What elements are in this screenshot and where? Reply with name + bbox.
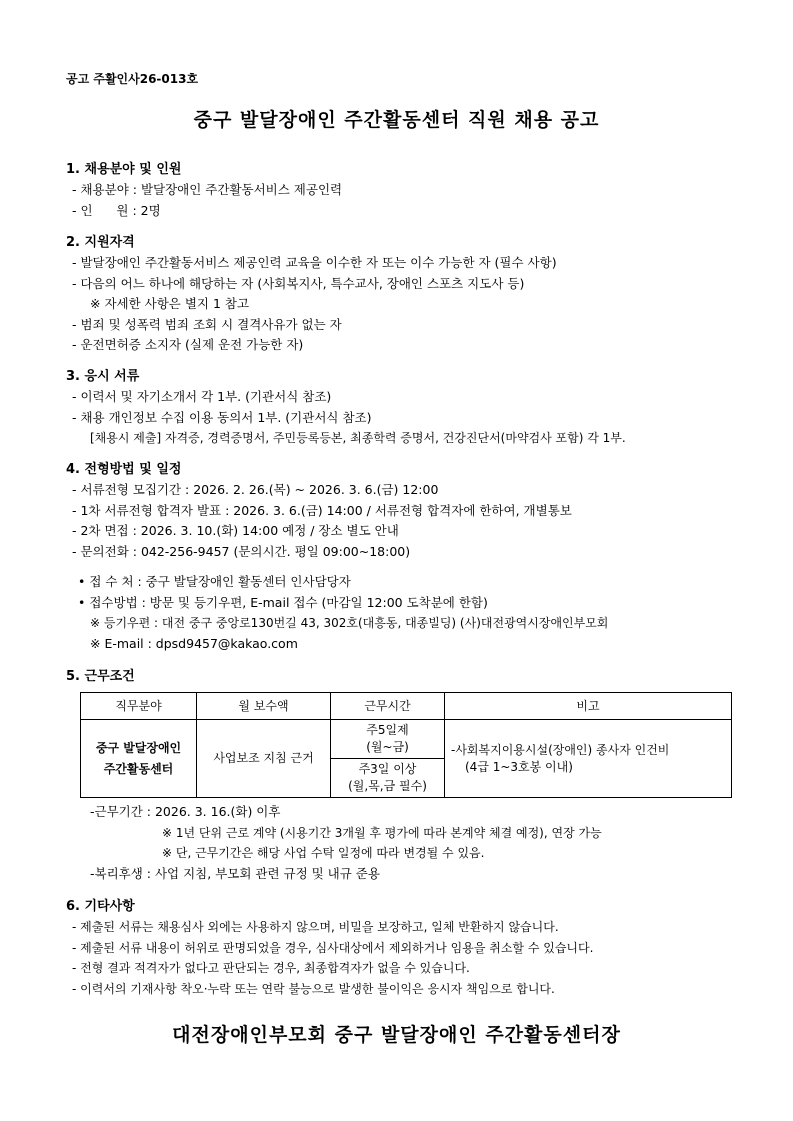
text-line: - 채용 개인정보 수집 이용 동의서 1부. (기관서식 참조) [72,409,372,425]
text-line: - 인 원 : 2명 [72,202,161,218]
hours-line: 주3일 이상 [358,762,417,776]
job-field-line: 중구 발달장애인 [95,740,182,755]
text-line: - 1차 서류전형 합격자 발표 : 2026. 3. 6.(금) 14:00 / 서류전형 합격자에 한하여, 개별통보 [72,502,572,518]
bullet-line: • 접 수 처 : 중구 발달장애인 활동센터 인사담당자 [78,574,351,589]
note-line: ※ 1년 단위 근로 계약 (시용기간 3개월 후 평가에 따라 본계약 체결 예정), 연장 가능 [162,825,602,840]
section-schedule [66,460,746,654]
text-line: - 제출된 서류 내용이 허위로 판명되었을 경우, 심사대상에서 제외하거나 임용을 취소할 수 있습니다. [72,940,594,955]
text-line: -복리후생 : 사업 지침, 부모회 관련 규정 및 내규 준용 [90,865,380,881]
table-header: 비고 [445,693,732,720]
section-heading: 5. 근무조건 [66,669,135,684]
table-header: 월 보수액 [197,693,331,720]
text-line: - 문의전화 : 042-256-9457 (문의시간. 평일 09:00~18:00) [72,543,411,559]
section-misc [66,897,746,999]
table-header: 직무분야 [81,693,197,720]
table-header: 근무시간 [331,693,445,720]
hours-cell [331,720,445,759]
note-line: [채용시 제출] 자격증, 경력증명서, 주민등록등본, 최종학력 증명서, 건강진단서(마약검사 포함) 각 1부. [90,431,626,445]
section-conditions-notes [66,802,746,884]
hours-line: 주5일제 [366,723,409,737]
text-line: - 전형 결과 적격자가 없다고 판단되는 경우, 최종합격자가 없을 수 있습니다. [72,961,470,975]
section-conditions [66,667,746,687]
text-line: - 채용분야 : 발달장애인 주간활동서비스 제공인력 [72,182,343,197]
note-line: (4급 1~3호봉 이내) [465,759,573,774]
text-line: - 운전면허증 소지자 (실제 운전 가능한 자) [72,337,304,352]
note-cell [445,720,732,798]
note-line: ※ 등기우편 : 대전 중구 중앙로130번길 43, 302호(대흥동, 대종빌딩) (사)대전광역시장애인부모회 [90,616,609,630]
note-line: ※ E-mail : dpsd9457@kakao.com [90,635,298,651]
table-header-row [81,693,732,720]
text-line: - 제출된 서류는 채용심사 외에는 사용하지 않으며, 비밀을 보장하고, 일체 반환하지 않습니다. [72,920,559,934]
text-line: - 서류전형 모집기간 : 2026. 2. 26.(목) ~ 2026. 3. 6.(금) 12:00 [72,482,439,497]
pay-cell: 사업보조 지침 근거 [197,720,331,798]
text-line: - 발달장애인 주간활동서비스 제공인력 교육을 이수한 자 또는 이수 가능한 자 (필수 사항) [72,255,557,270]
section-heading: 6. 기타사항 [66,899,135,914]
page-title: 중구 발달장애인 주간활동센터 직원 채용 공고 [193,109,600,131]
table-row [81,720,732,759]
text-line: - 이력서의 기재사항 착오·누락 또는 연락 불능으로 발생한 불이익은 응시자 책임으로 합니다. [72,981,555,996]
text-line: - 다음의 어느 하나에 해당하는 자 (사회복지사, 특수교사, 장애인 스포츠 지도사 등) [72,275,525,291]
job-field-cell [81,720,197,798]
note-line: ※ 자세한 사항은 별지 1 참고 [90,296,250,311]
work-conditions-table [80,692,732,798]
hours-cell [331,759,445,798]
section-qualifications [66,233,746,356]
section-recruitment [66,160,746,221]
note-line: ※ 단, 근무기간은 해당 사업 수탁 일정에 따라 변경될 수 있음. [162,846,485,860]
section-heading: 1. 채용분야 및 인원 [66,162,182,177]
text-line: -근무기간 : 2026. 3. 16.(화) 이후 [90,804,281,819]
notice-number: 공고 주활인사26-013호 [66,72,199,86]
section-heading: 2. 지원자격 [66,235,135,250]
text-line: - 2차 면접 : 2026. 3. 10.(화) 14:00 예정 / 장소 별도 안내 [72,523,399,538]
note-line: -사회복지이용시설(장애인) 종사자 인건비 [451,742,670,757]
job-field-line: 주간활동센터 [103,761,174,776]
text-line: - 이력서 및 자기소개서 각 1부. (기관서식 참조) [72,389,332,404]
hours-line: (월,목,금 필수) [348,779,427,793]
section-heading: 4. 전형방법 및 일정 [66,462,182,477]
text-line: - 범죄 및 성폭력 범죄 조회 시 결격사유가 없는 자 [72,316,342,332]
section-documents [66,367,746,449]
bullet-line: • 접수방법 : 방문 및 등기우편, E-mail 접수 (마감일 12:00 도착분에 한함) [78,594,488,610]
closing-signature: 대전장애인부모회 중구 발달장애인 주간활동센터장 [172,1024,621,1046]
section-heading: 3. 응시 서류 [66,369,140,384]
hours-line: (월~금) [366,740,409,754]
